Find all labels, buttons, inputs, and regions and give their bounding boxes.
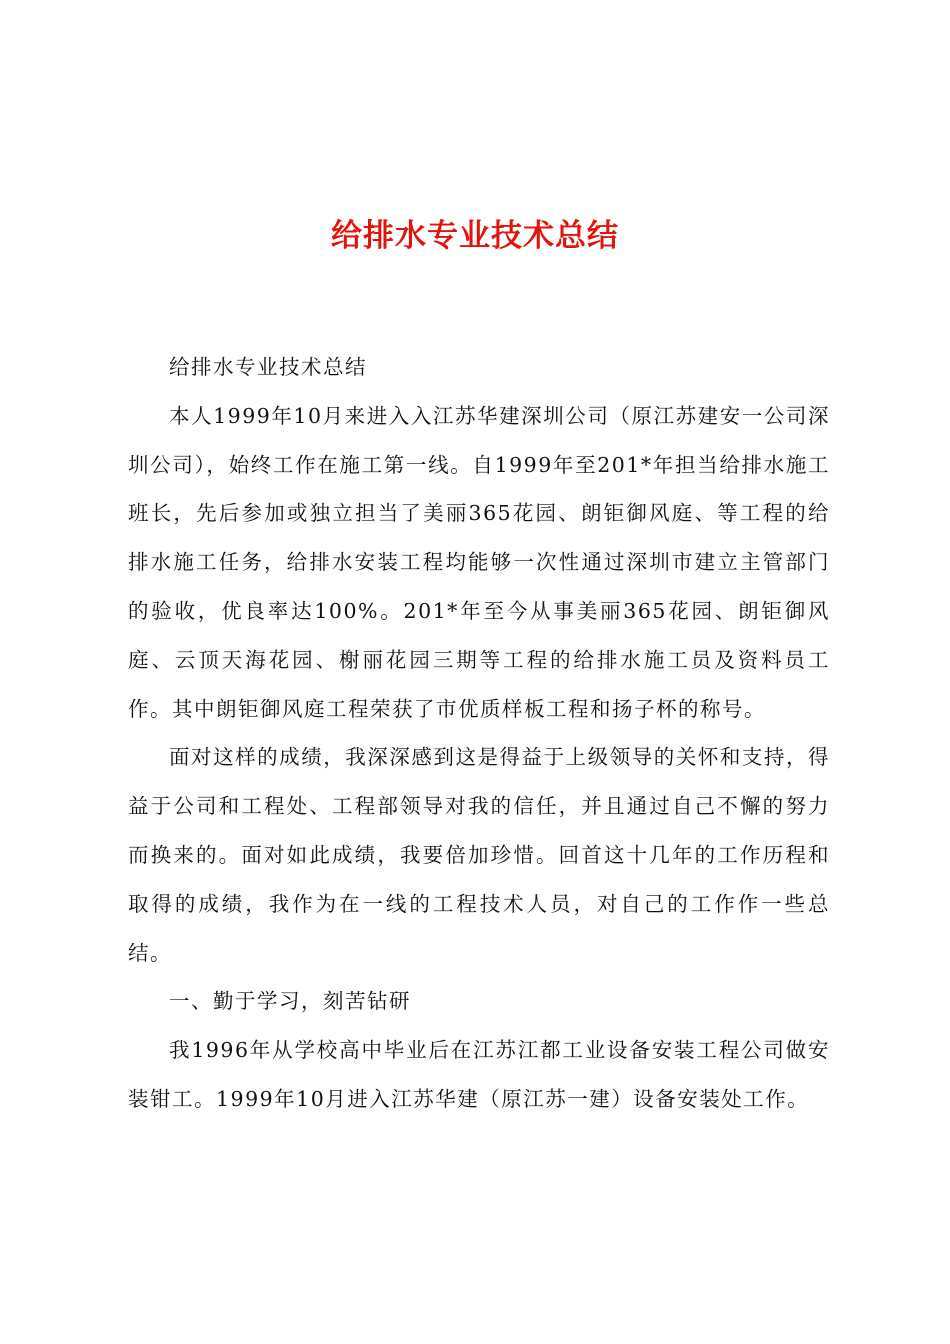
document-body: [128, 343, 830, 1124]
paragraph-gratitude: 面对这样的成绩，我深深感到这是得益于上级领导的关怀和支持，得益于公司和工程处、工程部领导对我的信任，并且通过自己不懈的努力而换来的。面对如此成绩，我要倍加珍惜。回首这十几年的工作历程和取得的成绩，我作为在一线的工程技术人员，对自己的工作作一些总结。: [128, 745, 830, 965]
section-heading-study: 一、勤于学习，刻苦钻研: [169, 989, 411, 1014]
paragraph-intro: 本人1999年10月来进入入江苏华建深圳公司（原江苏建安一公司深圳公司），始终工作在施工第一线。自1999年至201*年担当给排水施工班长，先后参加或独立担当了美丽365花园、朗钜御风庭、等工程的给排水施工任务，给排水安装工程均能够一次性通过深圳市建立主管部门的验收，优良率达100%。201*年至今从事美丽365花园、朗钜御风庭、云顶天海花园、榭丽花园三期等工程的给排水施工员及资料员工作。其中朗钜御风庭工程荣获了市优质样板工程和扬子杯的称号。: [128, 403, 830, 721]
document-title: 给排水专业技术总结: [331, 218, 619, 254]
paragraph-background: 我1996年从学校高中毕业后在江苏江都工业设备安装工程公司做安装钳工。1999年10月进入江苏华建（原江苏一建）设备安装处工作。: [128, 1038, 830, 1111]
paragraph-subtitle: 给排水专业技术总结: [169, 355, 367, 379]
